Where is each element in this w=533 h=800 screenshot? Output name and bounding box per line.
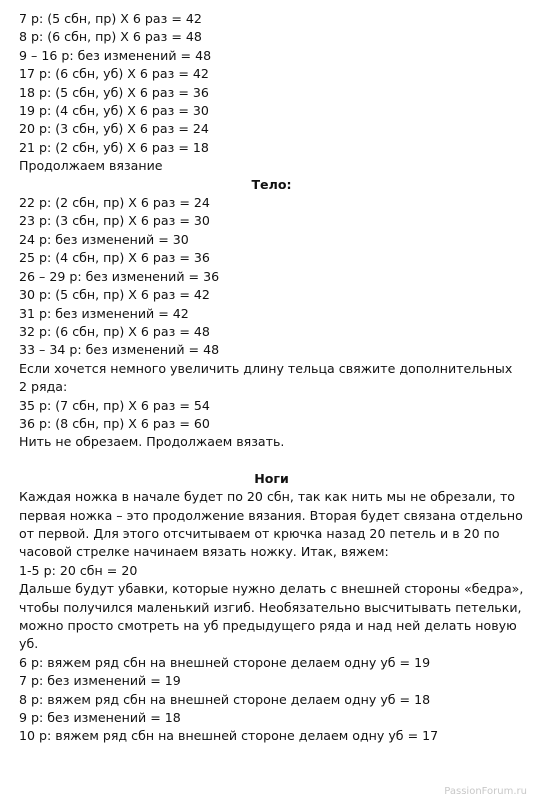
text-line: 1-5 р: 20 сбн = 20 (19, 562, 138, 578)
section-body (19, 194, 524, 452)
text-line: 9 – 16 р: без изменений = 48 (19, 47, 212, 63)
section-legs (19, 488, 524, 746)
text-line: 25 р: (4 сбн, пр) Х 6 раз = 36 (19, 250, 210, 266)
text-line: 9 р: без изменений = 18 (19, 710, 181, 726)
text-line: 22 р: (2 сбн, пр) Х 6 раз = 24 (19, 195, 210, 211)
section-gap (19, 452, 524, 470)
text-line: 23 р: (3 сбн, пр) Х 6 раз = 30 (19, 213, 210, 229)
text-line: 8 р: (6 сбн, пр) Х 6 раз = 48 (19, 29, 202, 45)
text-line: Нить не обрезаем. Продолжаем вязать. (19, 434, 285, 450)
text-line: 10 р: вяжем ряд сбн на внешней стороне делаем одну уб = 17 (19, 728, 439, 744)
legs-heading: Ноги (254, 470, 289, 486)
text-line: 33 – 34 р: без изменений = 48 (19, 342, 220, 358)
text-line: 7 р: без изменений = 19 (19, 673, 181, 689)
text-line: 7 р: (5 сбн, пр) Х 6 раз = 42 (19, 11, 202, 26)
text-line: 31 р: без изменений = 42 (19, 305, 189, 321)
text-line: 30 р: (5 сбн, пр) Х 6 раз = 42 (19, 287, 210, 303)
site-watermark: PassionForum.ru (444, 786, 527, 797)
body-heading: Тело: (251, 176, 292, 192)
body-length-note: Если хочется немного увеличить длину тельца свяжите дополнительных 2 ряда: (19, 360, 513, 395)
text-line: 19 р: (4 сбн, уб) Х 6 раз = 30 (19, 103, 209, 119)
text-line: 36 р: (8 сбн, пр) Х 6 раз = 60 (19, 415, 210, 431)
text-line: 21 р: (2 сбн, уб) Х 6 раз = 18 (19, 139, 209, 155)
legs-intro-paragraph: Каждая ножка в начале будет по 20 сбн, так как нить мы не обрезали, то первая ножка – это продолжение вязания. Вторая будет связана отдельно от первой. Для этого отсчитываем от крючка назад 20 петель и в 20 по часовой стрелке начинаем вязать ножку. Итак, вяжем: (19, 489, 523, 560)
text-line: 24 р: без изменений = 30 (19, 231, 189, 247)
document-page (19, 10, 524, 746)
text-line: 8 р: вяжем ряд сбн на внешней стороне делаем одну уб = 18 (19, 691, 431, 707)
text-line: 6 р: вяжем ряд сбн на внешней стороне делаем одну уб = 19 (19, 654, 431, 670)
text-line: 35 р: (7 сбн, пр) Х 6 раз = 54 (19, 397, 210, 413)
text-line: 26 – 29 р: без изменений = 36 (19, 268, 220, 284)
text-line: 18 р: (5 сбн, уб) Х 6 раз = 36 (19, 84, 209, 100)
text-line: 32 р: (6 сбн, пр) Х 6 раз = 48 (19, 323, 210, 339)
text-line: 17 р: (6 сбн, уб) Х 6 раз = 42 (19, 66, 209, 82)
legs-decrease-paragraph: Дальше будут убавки, которые нужно делать с внешней стороны «бедра», чтобы получился маленький изгиб. Необязательно высчитывать петельки, можно просто смотреть на уб предыдущего ряда и над ней делать новую уб. (19, 581, 524, 652)
text-line: 20 р: (3 сбн, уб) Х 6 раз = 24 (19, 121, 209, 137)
section-rows-7-21 (19, 10, 524, 176)
text-line: Продолжаем вязание (19, 158, 163, 174)
